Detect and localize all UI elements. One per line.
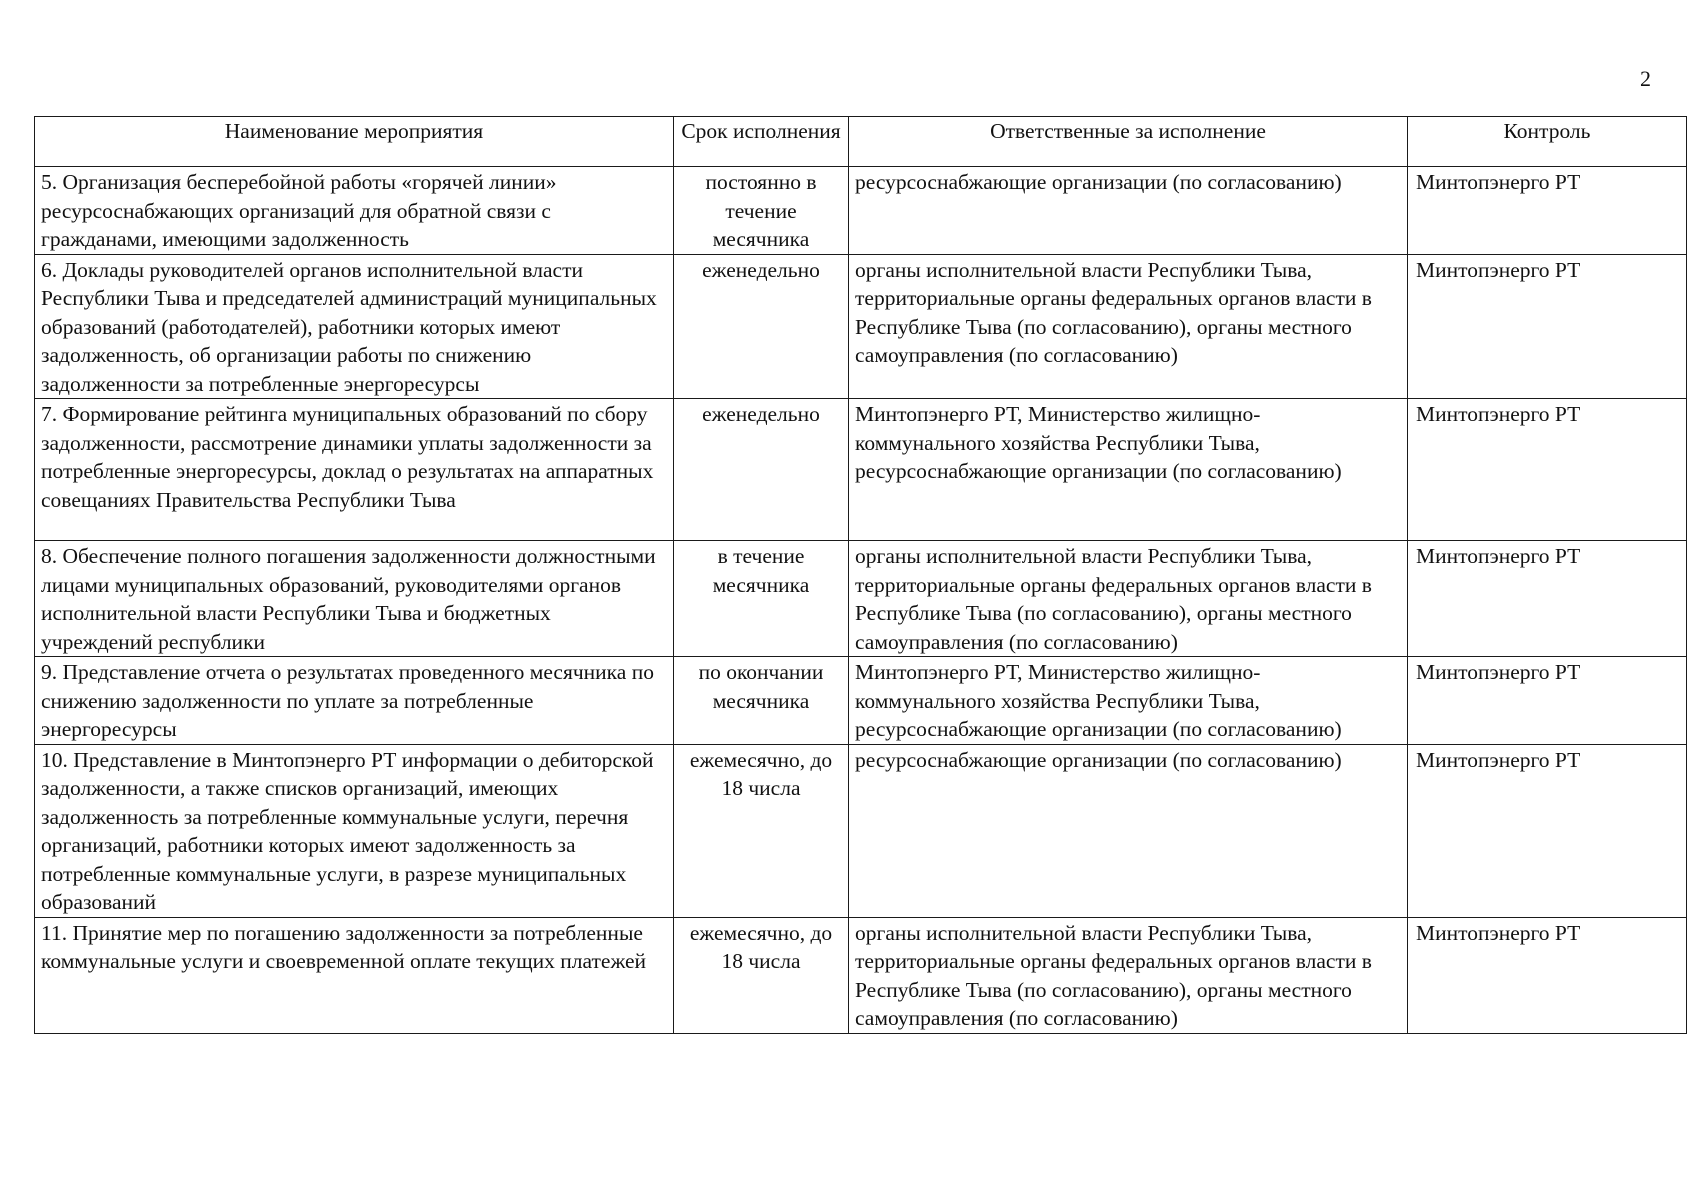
event-control: Минтопэнерго РТ (1408, 541, 1687, 657)
table-row (35, 657, 1687, 745)
event-name: 10. Представление в Минтопэнерго РТ информации о дебиторской задолженности, а также списков организаций, имеющих задолженность за потребленные коммунальные услуги, перечня организаций, работники которых имеют задолженность за потребленные коммунальные услуги, в разрезе муниципальных образований (35, 744, 674, 917)
table-row (35, 254, 1687, 399)
event-term: ежемесячно, до 18 числа (674, 917, 849, 1033)
event-term: еженедельно (674, 254, 849, 399)
event-term: по окончании месячника (674, 657, 849, 745)
event-term: постоянно в течение месячника (674, 167, 849, 255)
event-name: 7. Формирование рейтинга муниципальных образований по сбору задолженности, рассмотрение динамики уплаты задолженности за потребленные энергоресурсы, доклад о результатах на аппаратных совещаниях Правительства Республики Тыва (35, 399, 674, 541)
event-responsible: ресурсоснабжающие организации (по согласованию) (849, 744, 1408, 917)
event-term: ежемесячно, до 18 числа (674, 744, 849, 917)
event-name: 5. Организация бесперебойной работы «горячей линии» ресурсоснабжающих организаций для обратной связи с гражданами, имеющими задолженность (35, 167, 674, 255)
table-row (35, 167, 1687, 255)
table-row (35, 917, 1687, 1033)
header-term: Срок исполнения (674, 117, 849, 167)
event-name: 6. Доклады руководителей органов исполнительной власти Республики Тыва и председателей администраций муниципальных образований (работодателей), работники которых имеют задолженность, об организации работы по снижению задолженности за потребленные энергоресурсы (35, 254, 674, 399)
page-number: 2 (1640, 66, 1651, 91)
event-control: Минтопэнерго РТ (1408, 399, 1687, 541)
event-name: 9. Представление отчета о результатах проведенного месячника по снижению задолженности по уплате за потребленные энергоресурсы (35, 657, 674, 745)
events-table (34, 116, 1687, 1034)
event-responsible: органы исполнительной власти Республики Тыва, территориальные органы федеральных органов власти в Республике Тыва (по согласованию), органы местного самоуправления (по согласованию) (849, 917, 1408, 1033)
event-control: Минтопэнерго РТ (1408, 657, 1687, 745)
event-name: 8. Обеспечение полного погашения задолженности должностными лицами муниципальных образований, руководителями органов исполнительной власти Республики Тыва и бюджетных учреждений республики (35, 541, 674, 657)
event-responsible: ресурсоснабжающие организации (по согласованию) (849, 167, 1408, 255)
header-name: Наименование мероприятия (35, 117, 674, 167)
table-header-row (35, 117, 1687, 167)
header-responsible: Ответственные за исполнение (849, 117, 1408, 167)
event-term: в течение месячника (674, 541, 849, 657)
table-row (35, 399, 1687, 541)
event-term: еженедельно (674, 399, 849, 541)
table-row (35, 541, 1687, 657)
event-control: Минтопэнерго РТ (1408, 917, 1687, 1033)
event-control: Минтопэнерго РТ (1408, 167, 1687, 255)
event-responsible: Минтопэнерго РТ, Министерство жилищно-коммунального хозяйства Республики Тыва, ресурсоснабжающие организации (по согласованию) (849, 399, 1408, 541)
event-responsible: органы исполнительной власти Республики Тыва, территориальные органы федеральных органов власти в Республике Тыва (по согласованию), органы местного самоуправления (по согласованию) (849, 541, 1408, 657)
header-control: Контроль (1408, 117, 1687, 167)
event-control: Минтопэнерго РТ (1408, 744, 1687, 917)
event-responsible: органы исполнительной власти Республики Тыва, территориальные органы федеральных органов власти в Республике Тыва (по согласованию), органы местного самоуправления (по согласованию) (849, 254, 1408, 399)
event-responsible: Минтопэнерго РТ, Министерство жилищно-коммунального хозяйства Республики Тыва, ресурсоснабжающие организации (по согласованию) (849, 657, 1408, 745)
table-row (35, 744, 1687, 917)
event-control: Минтопэнерго РТ (1408, 254, 1687, 399)
event-name: 11. Принятие мер по погашению задолженности за потребленные коммунальные услуги и своевременной оплате текущих платежей (35, 917, 674, 1033)
